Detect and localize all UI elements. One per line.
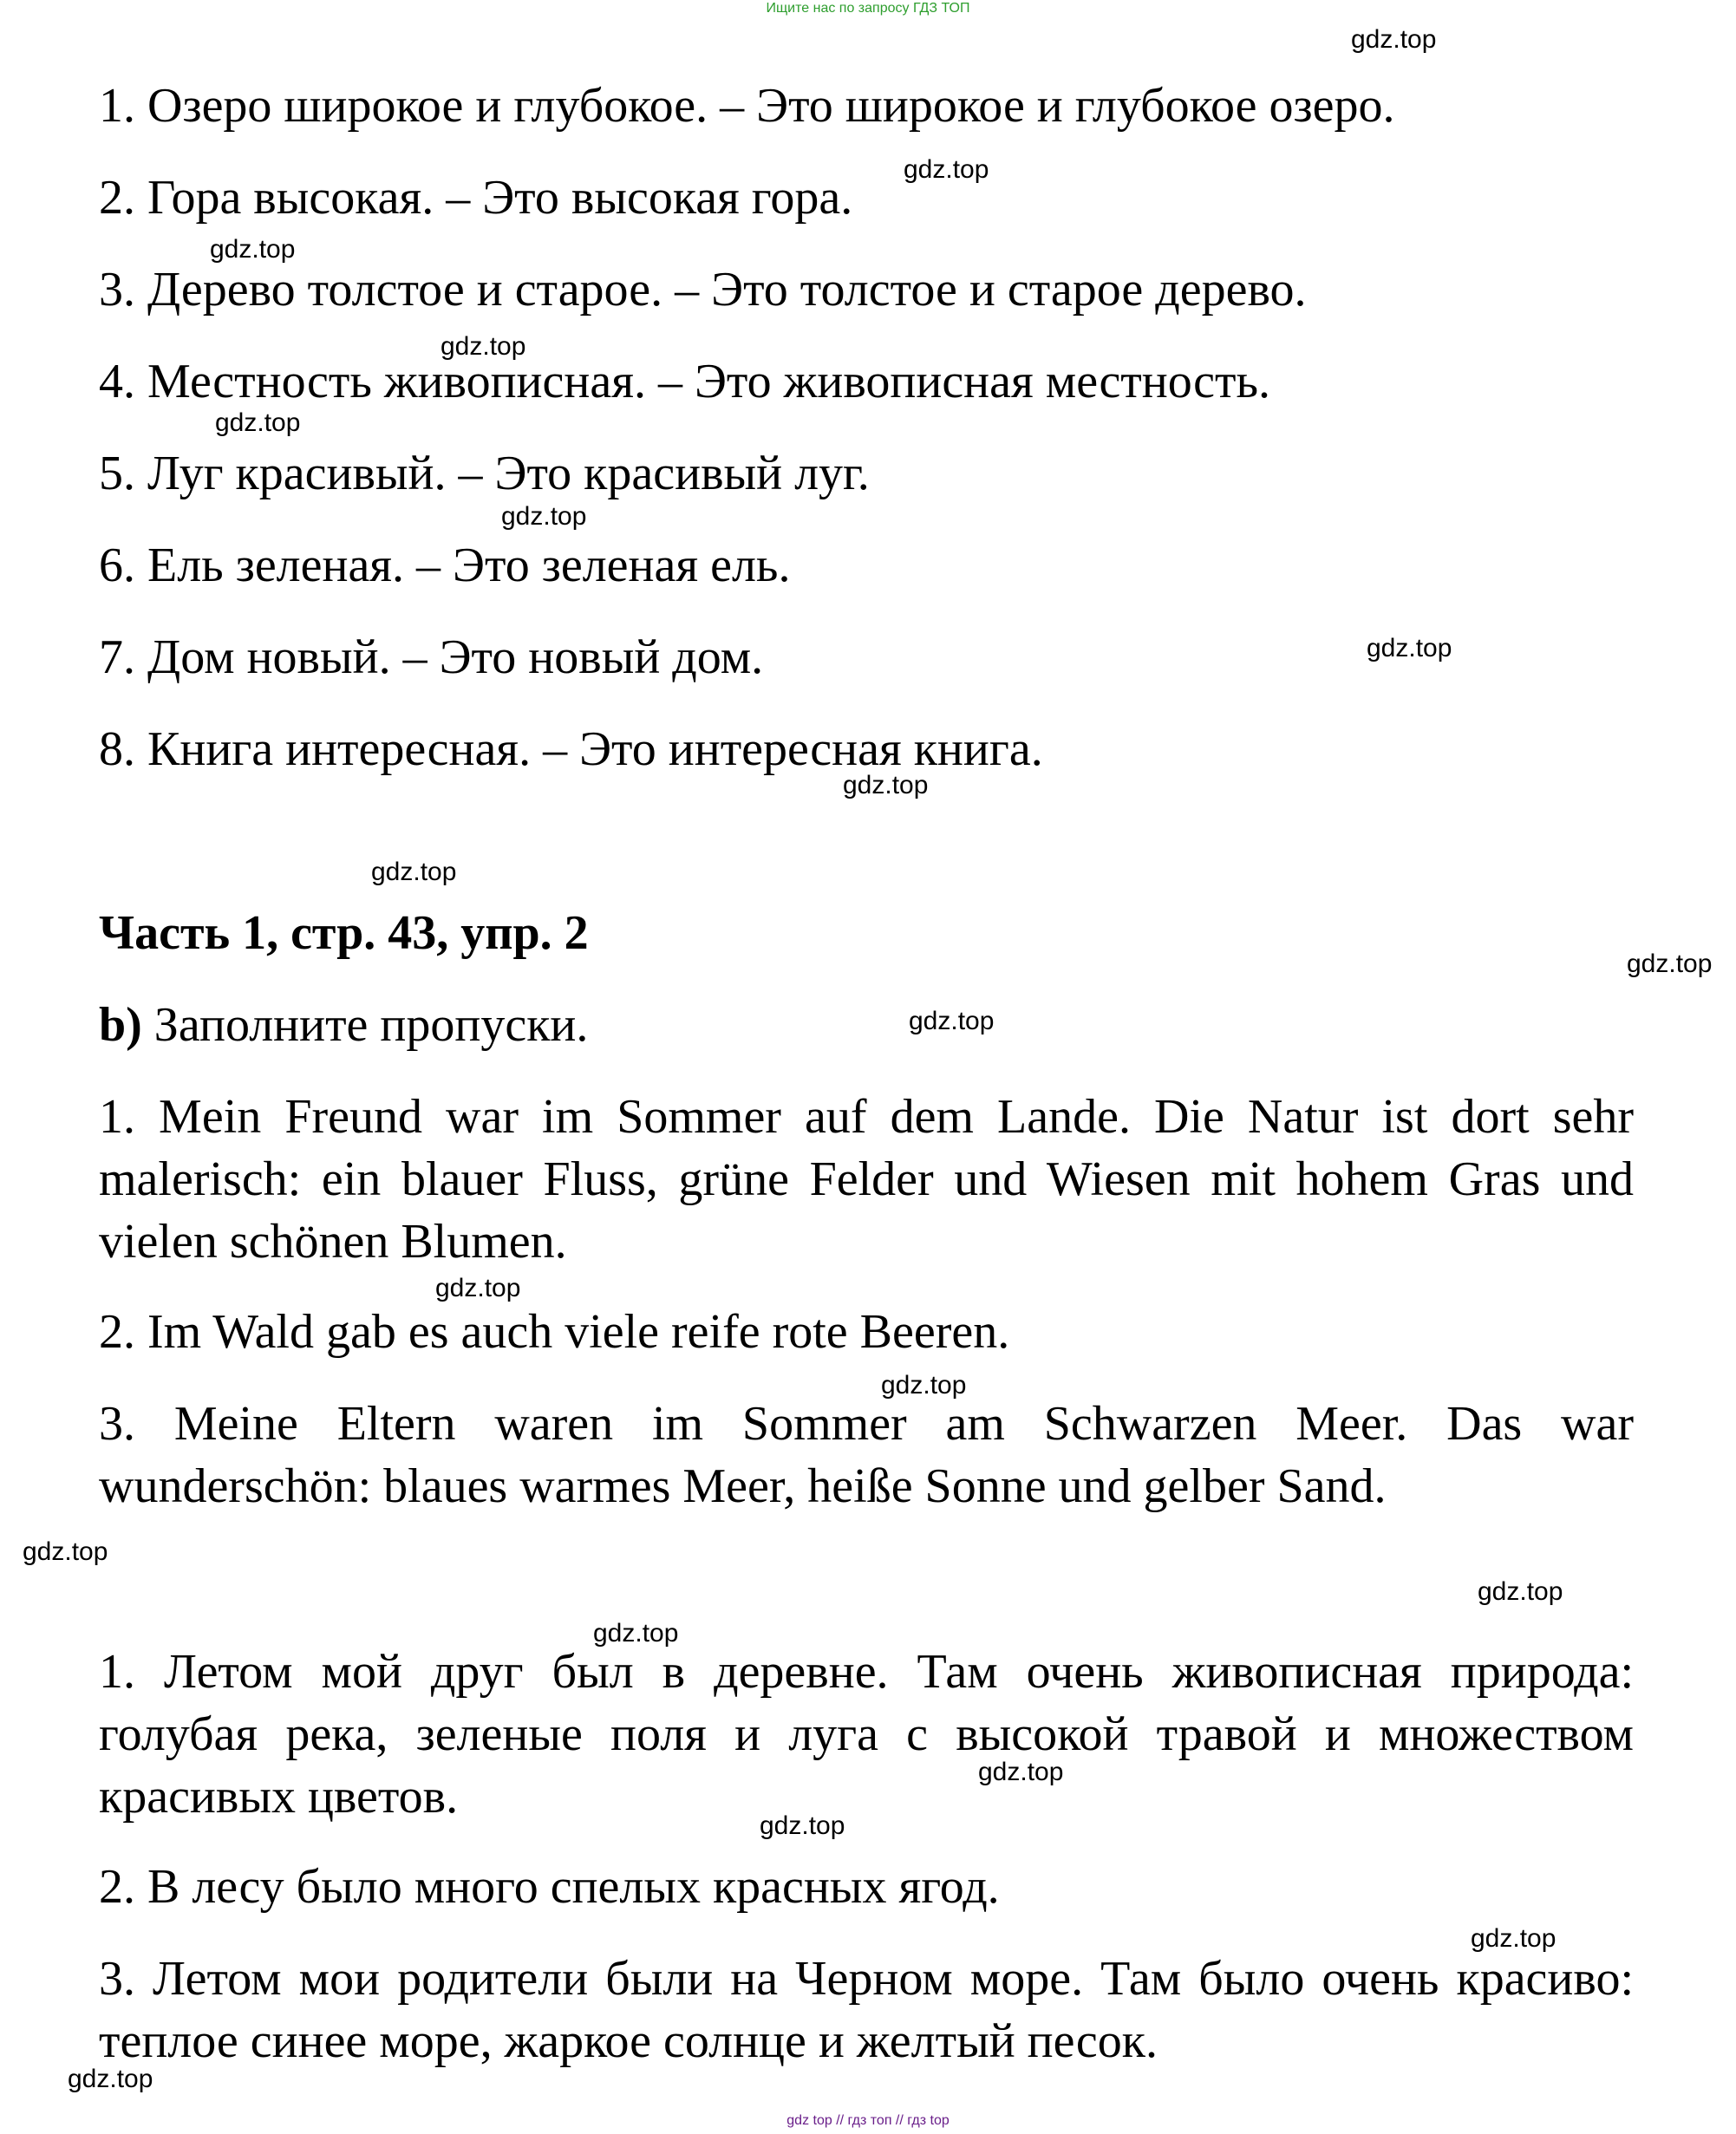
watermark[interactable]: gdz.top: [501, 502, 587, 531]
sentence-8: 8. Книга интересная. – Это интересная книга.: [99, 722, 1043, 776]
watermark[interactable]: gdz.top: [1367, 634, 1452, 662]
german-paragraph-1: 1. Mein Freund war im Sommer auf dem Lande. Die Natur ist dort sehr malerisch: ein blauer Fluss, grüne Felder und Wiesen mit hohem Gras und vielen schönen Blumen.: [99, 1090, 1634, 1269]
sentence-3: 3. Дерево толстое и старое. – Это толстое и старое дерево.: [99, 263, 1307, 317]
russian-paragraph-1: 1. Летом мой друг был в деревне. Там очень живописная природа: голубая река, зеленые поля и луга с высокой травой и множеством красивых цветов.: [99, 1645, 1634, 1824]
watermark[interactable]: gdz.top: [371, 858, 457, 886]
watermark[interactable]: gdz.top: [760, 1811, 845, 1840]
watermark[interactable]: gdz.top: [1627, 950, 1713, 978]
russian-paragraph-3: 3. Летом мои родители были на Черном море. Там было очень красиво: теплое синее море, жаркое солнце и желтый песок.: [99, 1952, 1634, 2068]
watermark[interactable]: gdz.top: [210, 235, 296, 264]
watermark[interactable]: gdz.top: [843, 771, 929, 799]
sentence-1: 1. Озеро широкое и глубокое. – Это широкое и глубокое озеро.: [99, 79, 1395, 133]
sentence-5: 5. Луг красивый. – Это красивый луг.: [99, 447, 870, 500]
watermark[interactable]: gdz.top: [904, 155, 989, 184]
watermark[interactable]: gdz.top: [68, 2065, 153, 2093]
bottom-banner[interactable]: gdz top // гдз топ // гдз top: [786, 2113, 950, 2128]
watermark[interactable]: gdz.top: [1351, 25, 1437, 54]
watermark[interactable]: gdz.top: [593, 1619, 679, 1648]
watermark[interactable]: gdz.top: [441, 332, 526, 361]
watermark[interactable]: gdz.top: [881, 1371, 967, 1400]
section-heading: Часть 1, стр. 43, упр. 2: [99, 906, 589, 960]
task-text: Заполните пропуски.: [153, 998, 589, 1052]
task-label: b): [99, 998, 142, 1052]
watermark[interactable]: gdz.top: [23, 1537, 108, 1566]
task-instruction: [99, 994, 588, 1056]
sentence-6: 6. Ель зеленая. – Это зеленая ель.: [99, 538, 791, 592]
top-banner[interactable]: Ищите нас по запросу ГДЗ ТОП: [766, 1, 970, 16]
german-paragraph-2: 2. Im Wald gab es auch viele reife rote Beeren.: [99, 1305, 1010, 1359]
watermark[interactable]: gdz.top: [909, 1007, 995, 1035]
sentence-4: 4. Местность живописная. – Это живописная местность.: [99, 355, 1270, 408]
watermark[interactable]: gdz.top: [215, 408, 301, 437]
sentence-7: 7. Дом новый. – Это новый дом.: [99, 630, 764, 684]
watermark[interactable]: gdz.top: [1471, 1924, 1557, 1953]
watermark[interactable]: gdz.top: [435, 1274, 521, 1302]
german-paragraph-3: 3. Meine Eltern waren im Sommer am Schwarzen Meer. Das war wunderschön: blaues warmes Meer, heiße Sonne und gelber Sand.: [99, 1397, 1634, 1513]
watermark[interactable]: gdz.top: [978, 1758, 1064, 1786]
russian-paragraph-2: 2. В лесу было много спелых красных ягод.: [99, 1860, 1000, 1914]
sentence-2: 2. Гора высокая. – Это высокая гора.: [99, 171, 853, 225]
watermark[interactable]: gdz.top: [1478, 1577, 1563, 1606]
